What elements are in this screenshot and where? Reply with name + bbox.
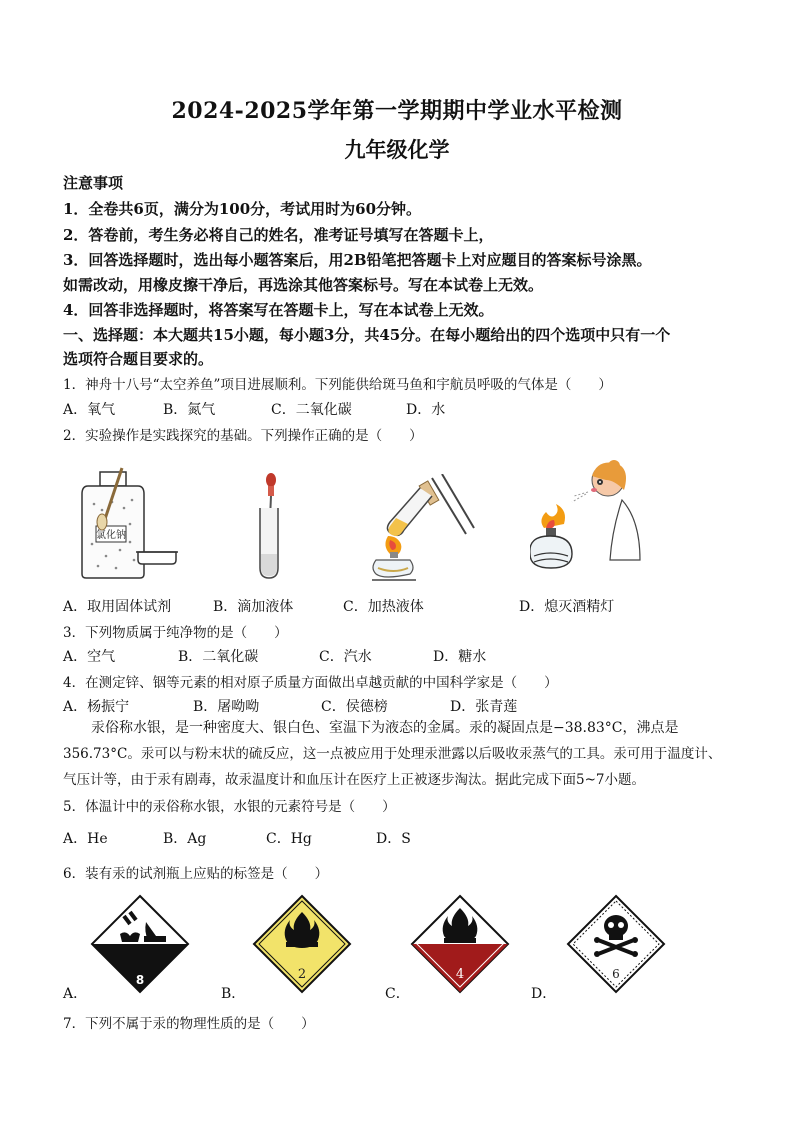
question-5-stem: 5．体温计中的汞俗称水银，水银的元素符号是（ ） (63, 799, 396, 815)
question-2-stem: 2．实验操作是实践探究的基础。下列操作正确的是（ ） (63, 428, 423, 444)
question-2-option-d[interactable]: D．熄灭酒精灯 (519, 599, 615, 615)
question-3-option-b[interactable]: B．二氧化碳 (178, 649, 259, 665)
question-3-option-a[interactable]: A．空气 (63, 649, 116, 665)
flammable-gas-sign-icon (252, 894, 352, 994)
question-4-option-c[interactable]: C．侯德榜 (321, 699, 388, 715)
question-4-option-d[interactable]: D．张青莲 (450, 699, 518, 715)
question-5-option-c[interactable]: C．Hg (266, 831, 312, 847)
notes-item-4: 4．回答非选择题时，将答案写在答题卡上，写在本试卷上无效。 (63, 301, 494, 319)
flammable-solid-sign-icon (410, 894, 510, 994)
corrosive-sign-icon (90, 894, 190, 994)
question-2-option-a[interactable]: A．取用固体试剂 (63, 599, 172, 615)
question-6-option-b[interactable]: B． (221, 986, 246, 1002)
section-heading-continued: 选项符合题目要求的。 (63, 350, 214, 368)
exam-subject: 九年级化学 (344, 137, 450, 162)
question-1-option-c[interactable]: C．二氧化碳 (271, 402, 352, 418)
question-4-option-b[interactable]: B．屠呦呦 (193, 699, 260, 715)
question-4-option-a[interactable]: A．杨振宁 (63, 699, 130, 715)
passage-line-1: 汞俗称水银，是一种密度大、银白色、室温下为液态的金属。汞的凝固点是−38.83°C，沸点是 (91, 720, 679, 736)
question-3-stem: 3．下列物质属于纯净物的是（ ） (63, 625, 288, 641)
question-5-option-d[interactable]: D．S (376, 831, 411, 847)
notes-item-2: 2．答卷前，考生务必将自己的姓名，准考证号填写在答题卡上， (63, 226, 494, 244)
question-1-option-b[interactable]: B．氮气 (163, 402, 216, 418)
corrosive-sign-number: 8 (135, 973, 145, 987)
question-2-option-c[interactable]: C．加热液体 (343, 599, 424, 615)
toxic-skull-sign-icon (566, 894, 666, 994)
question-5-option-b[interactable]: B．Ag (163, 831, 207, 847)
notes-item-1: 1．全卷共6页，满分为100分，考试用时为60分钟。 (63, 200, 422, 218)
reading-passage (63, 715, 743, 793)
question-5-option-a[interactable]: A．He (63, 831, 108, 847)
question-6-option-c[interactable]: C． (385, 986, 410, 1002)
bottle-label: 氯化钠 (96, 530, 126, 541)
toxic-sign-number: 6 (612, 967, 620, 981)
dropper-test-tube-icon (252, 470, 286, 580)
passage-line-2: 356.73°C。汞可以与粉末状的硫反应，这一点被应用于处理汞泄露以后吸收汞蒸气的工具。汞可用于温度计、 (63, 746, 722, 762)
question-6-option-a[interactable]: A． (63, 986, 88, 1002)
question-1-option-d[interactable]: D．水 (406, 402, 446, 418)
exam-title: 2024-2025学年第一学期期中学业水平检测 (171, 98, 623, 124)
question-1-option-a[interactable]: A．氧气 (63, 402, 116, 418)
question-1-stem: 1．神舟十八号“太空养鱼”项目进展顺利。下列能供给斑马鱼和宇航员呼吸的气体是（ ） (63, 377, 612, 393)
question-3-option-c[interactable]: C．汽水 (319, 649, 372, 665)
passage-line-3: 气压计等，由于汞有剧毒，故汞温度计和血压计在医疗上正被逐步淘汰。据此完成下面5~7小题。 (63, 772, 645, 788)
flammable-gas-sign-number: 2 (297, 967, 307, 982)
question-4-stem: 4．在测定锌、铟等元素的相对原子质量方面做出卓越贡献的中国科学家是（ ） (63, 675, 558, 691)
question-2-option-b[interactable]: B．滴加液体 (213, 599, 294, 615)
question-6-stem: 6．装有汞的试剂瓶上应贴的标签是（ ） (63, 866, 329, 882)
reagent-bottle-spoon-icon (72, 464, 182, 582)
notes-item-3-continued: 如需改动，用橡皮擦干净后，再选涂其他答案标号。写在本试卷上无效。 (63, 276, 544, 294)
question-7-stem: 7．下列不属于汞的物理性质的是（ ） (63, 1016, 315, 1032)
blowing-out-alcohol-lamp-icon (530, 460, 642, 582)
heating-test-tube-icon (368, 474, 478, 582)
notes-heading: 注意事项 (63, 174, 124, 192)
question-3-option-d[interactable]: D．糖水 (433, 649, 487, 665)
section-heading: 一、选择题：本大题共15小题，每小题3分，共45分。在每小题给出的四个选项中只有一个 (63, 326, 671, 344)
notes-item-3: 3．回答选择题时，选出每小题答案后，用2B铅笔把答题卡上对应题目的答案标号涂黑。 (63, 251, 652, 269)
question-6-option-d[interactable]: D． (531, 986, 557, 1002)
flammable-solid-sign-number: 4 (455, 967, 465, 982)
